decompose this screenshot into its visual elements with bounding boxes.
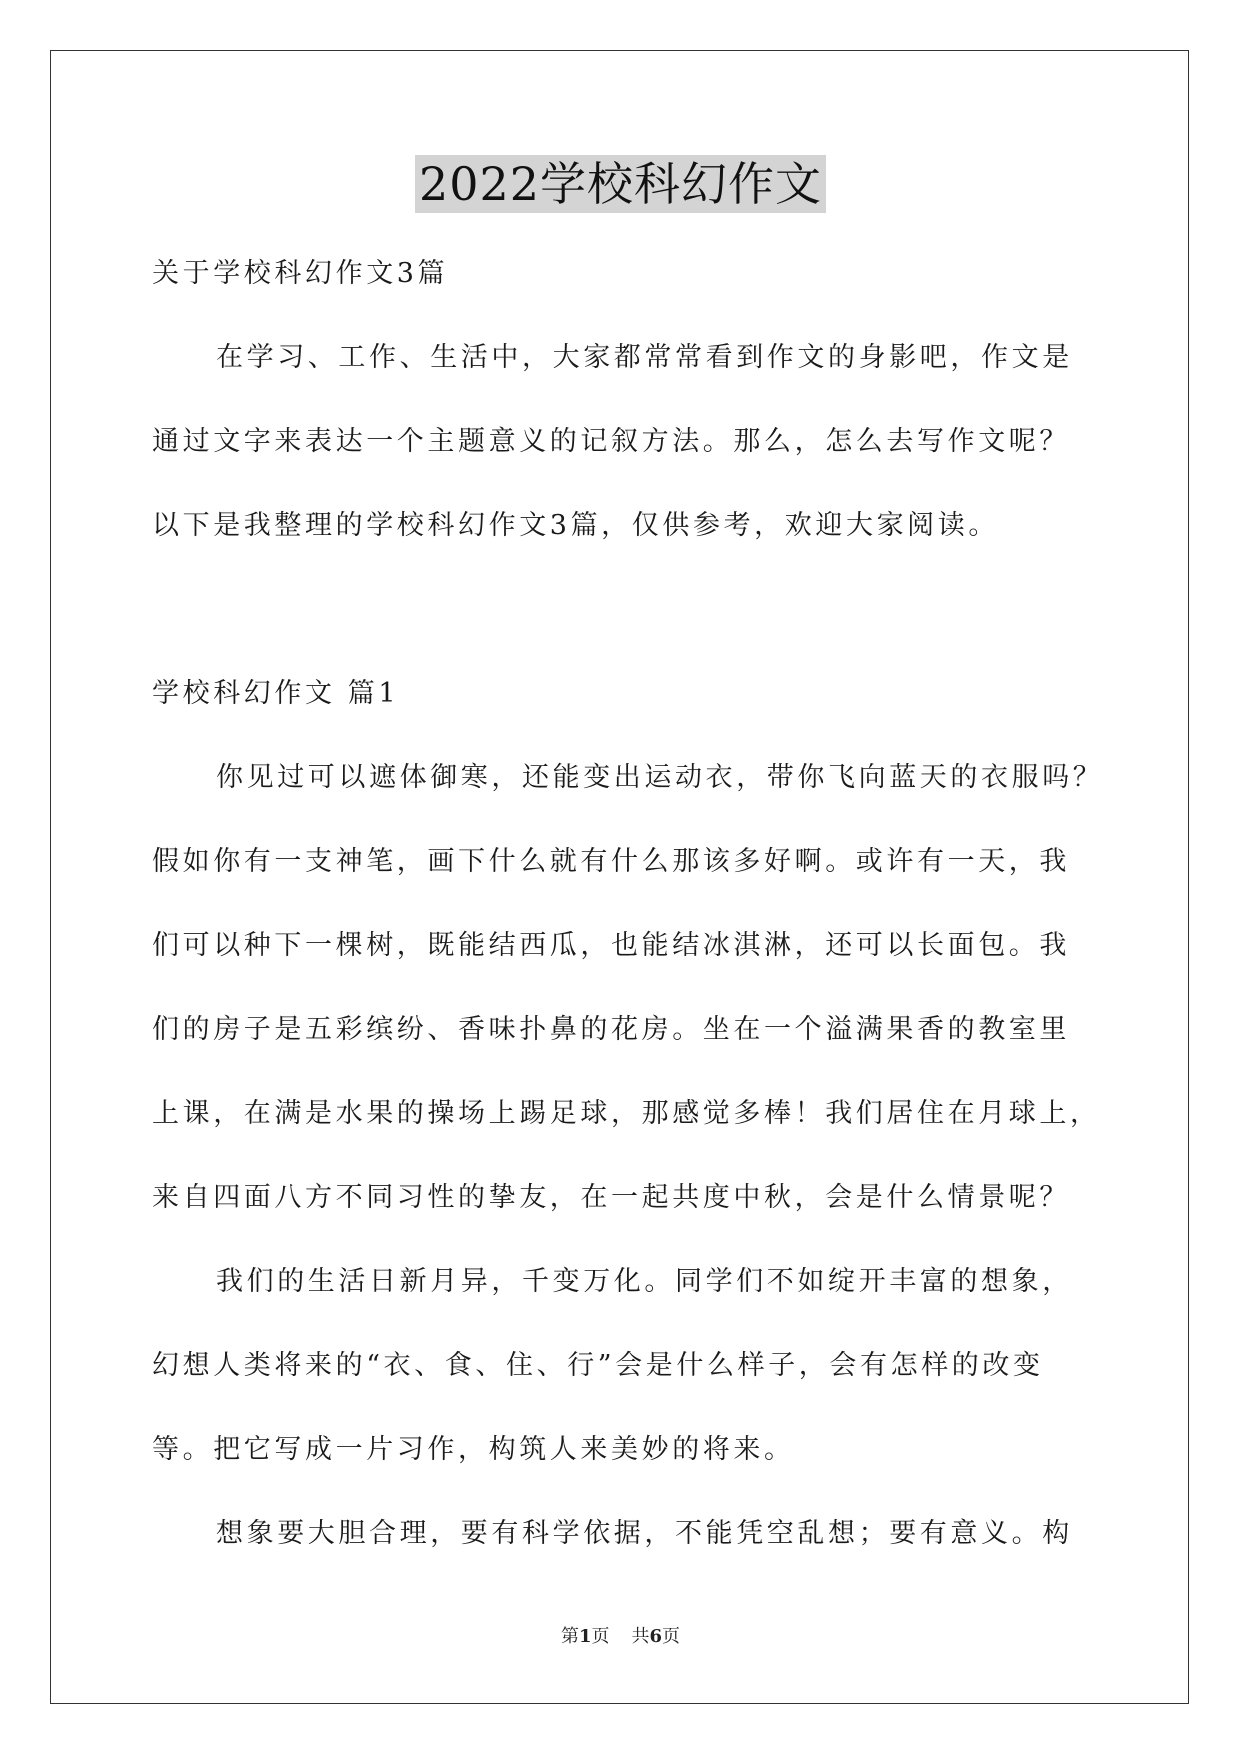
paragraph-1-line-6: 来自四面八方不同习性的挚友，在一起共度中秋，会是什么情景呢？ — [152, 1182, 1070, 1213]
footer-page-prefix: 第 — [560, 1626, 579, 1647]
paragraph-1-line-4: 们的房子是五彩缤纷、香味扑鼻的花房。坐在一个溢满果香的教室里 — [152, 1014, 1070, 1045]
footer-page-suffix: 页 — [591, 1626, 610, 1647]
footer-total-prefix: 共 — [631, 1626, 650, 1647]
subtitle: 关于学校科幻作文3篇 — [152, 258, 449, 289]
paragraph-1-line-1: 你见过可以遮体御寒，还能变出运动衣，带你飞向蓝天的衣服吗？ — [216, 762, 1104, 793]
intro-line-2: 通过文字来表达一个主题意义的记叙方法。那么，怎么去写作文呢？ — [152, 426, 1070, 457]
blank-line — [152, 568, 1112, 652]
footer-total-pages: 6 — [649, 1626, 663, 1647]
paragraph-1-line-3: 们可以种下一棵树，既能结西瓜，也能结冰淇淋，还可以长面包。我 — [152, 930, 1070, 961]
paragraph-2-line-3: 等。把它写成一片习作，构筑人来美妙的将来。 — [152, 1434, 795, 1465]
document-body — [152, 232, 1112, 1576]
intro-line-3: 以下是我整理的学校科幻作文3篇，仅供参考，欢迎大家阅读。 — [152, 510, 999, 541]
paragraph-2-line-2: 幻想人类将来的“衣、食、住、行”会是什么样子，会有怎样的改变 — [152, 1350, 1044, 1381]
paragraph-1-line-2: 假如你有一支神笔，画下什么就有什么那该多好啊。或许有一天，我 — [152, 846, 1070, 877]
footer-total-suffix: 页 — [662, 1626, 681, 1647]
section-heading: 学校科幻作文 篇1 — [152, 678, 400, 709]
title-wrap — [0, 155, 1241, 213]
intro-line-1: 在学习、工作、生活中，大家都常常看到作文的身影吧，作文是 — [216, 342, 1073, 373]
footer-page-number: 1 — [578, 1626, 592, 1647]
document-title: 2022学校科幻作文 — [415, 155, 826, 213]
page-footer — [0, 1622, 1241, 1648]
paragraph-1-line-5: 上课，在满是水果的操场上踢足球，那感觉多棒！我们居住在月球上， — [152, 1098, 1101, 1129]
paragraph-3-line-1: 想象要大胆合理，要有科学依据，不能凭空乱想；要有意义。构 — [216, 1518, 1073, 1549]
paragraph-2-line-1: 我们的生活日新月异，千变万化。同学们不如绽开丰富的想象， — [216, 1266, 1073, 1297]
